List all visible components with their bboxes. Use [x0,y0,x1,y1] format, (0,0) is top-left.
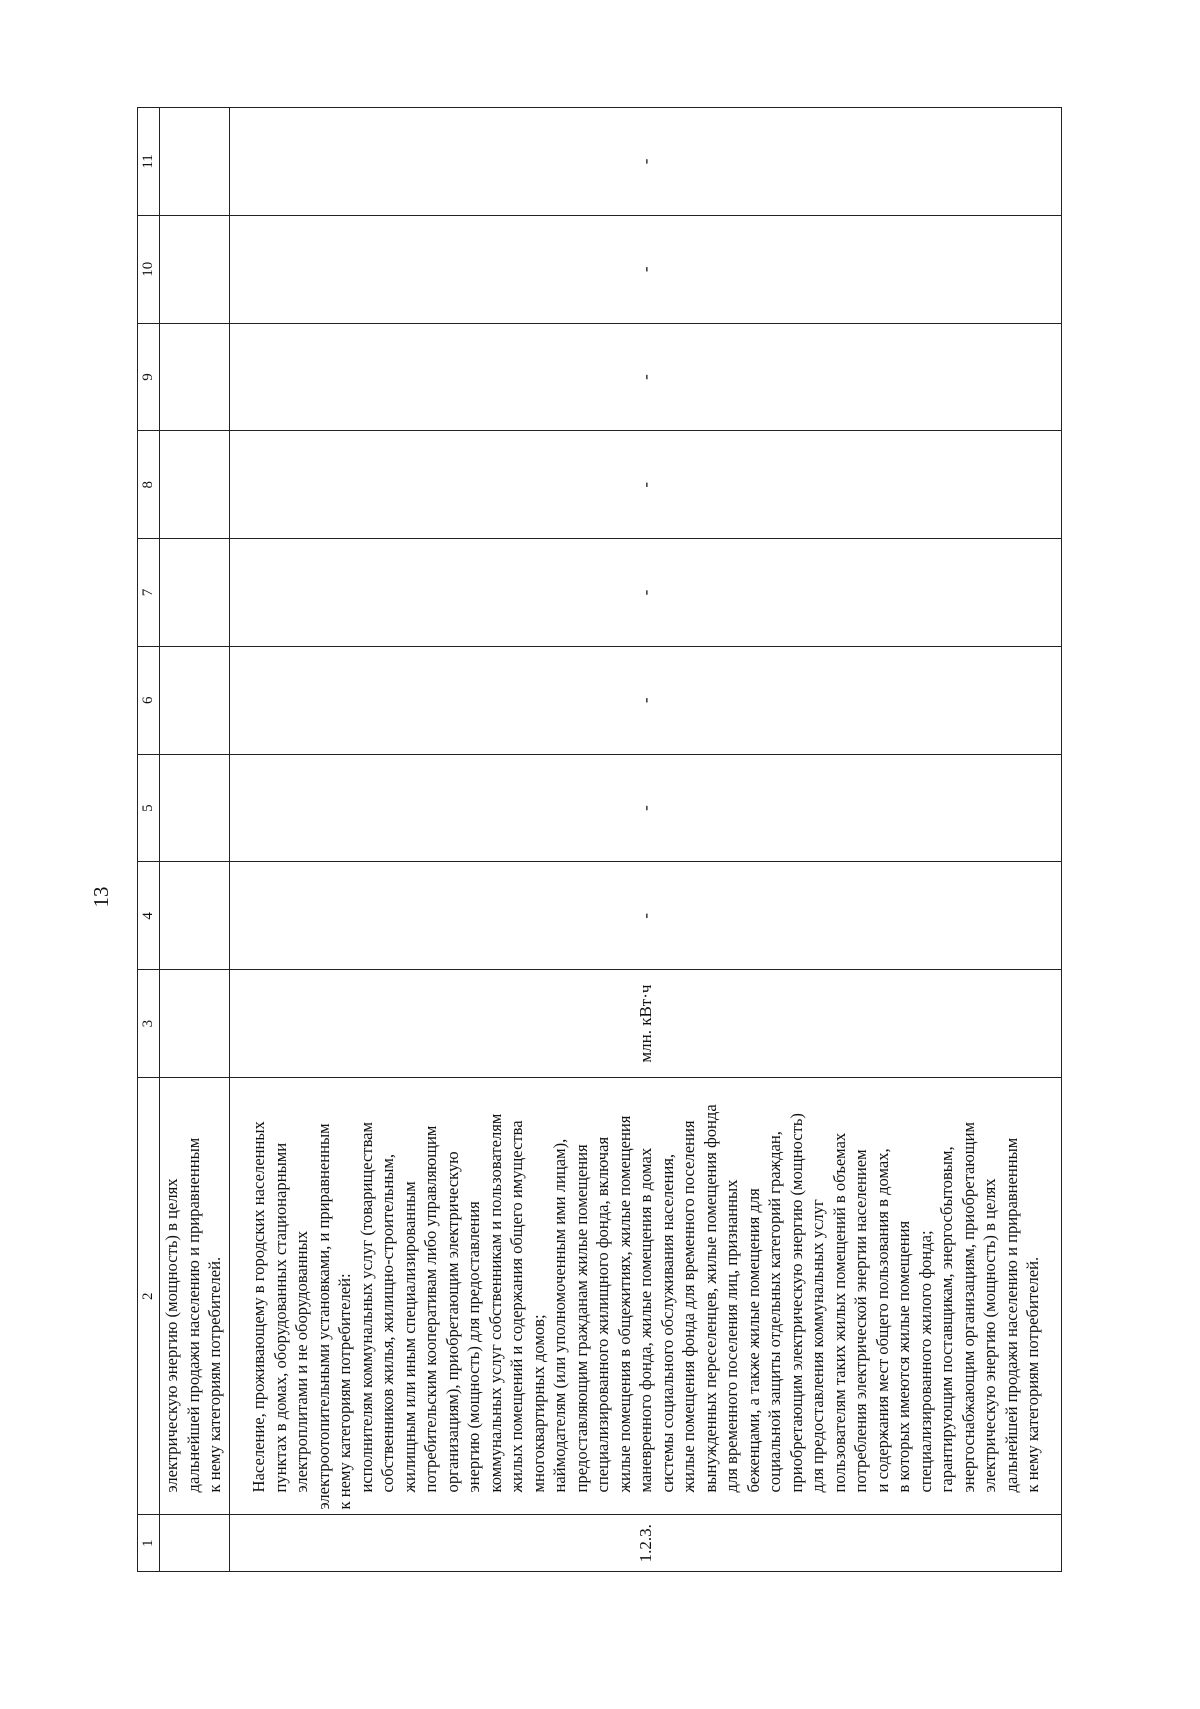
col-header-4: 4 [138,862,160,970]
col-header-3: 3 [138,970,160,1078]
table-row-continued [160,108,230,1572]
value-col-11: - [230,108,1062,216]
text-line: беженцами, а также жилые помещения для [743,1188,763,1493]
value-col-5: - [230,754,1062,862]
text-line: к нему категориям потребителей: [335,1273,355,1510]
text-line: электроотопительными установками, и приравненным [313,1123,333,1510]
text-line: социальной защиты отдельных категорий граждан, [765,1131,785,1493]
data-table [137,107,1062,1572]
text-line: электрическую энергию (мощность) в целях [980,1178,1000,1493]
text-line: жилые помещения фонда для временного поселения [679,1120,699,1493]
text-line: в которых имеются жилые помещения [894,1220,914,1493]
text-line: многоквартирных домов; [528,1314,548,1493]
text-line: специализированного жилого фонда; [915,1230,935,1493]
text-line: пунктах в домах, оборудованных стационарными [270,1142,290,1493]
rotated-table-container [137,107,1062,1572]
value-col-7: - [230,539,1062,647]
cell-empty [160,431,230,539]
text-line: для предоставления коммунальных услуг [808,1199,828,1493]
text-line: потребления электрической энергии населением [851,1149,871,1493]
text-line: организациям), приобретающим электрическую [442,1151,462,1493]
text-line: жилых помещений и содержания общего имущества [507,1120,527,1493]
text-line: электрическую энергию (мощность) в целях [162,1178,181,1493]
value-col-8: - [230,431,1062,539]
cell-empty [160,1515,230,1572]
text-line: и содержания мест общего пользования в домах, [872,1148,892,1493]
text-line: электроплитами и не оборудованных [292,1230,312,1493]
text-line: к нему категориям потребителей. [205,1256,224,1493]
text-line: к нему категориям потребителей. [1023,1256,1043,1493]
text-line: системы социального обслуживания населения, [657,1153,677,1493]
text-line: коммунальных услуг собственникам и пользователям [485,1113,505,1493]
value-col-4: - [230,862,1062,970]
col-header-7: 7 [138,539,160,647]
col-header-5: 5 [138,754,160,862]
text-line: собственников жилья, жилищно-строительным, [378,1153,398,1493]
text-line: наймодателям (или уполномоченным ими лицам), [550,1138,570,1493]
col-header-2: 2 [138,1077,160,1514]
text-line: предоставляющим гражданам жилые помещения [571,1144,591,1493]
text-line: энергоснабжающим организациям, приобретающим [958,1122,978,1493]
text-line: пользователям таких жилых помещений в объемах [829,1132,849,1493]
continued-description [160,1077,230,1514]
cell-empty [160,108,230,216]
text-line: дальнейшей продажи населению и приравненным [183,1137,203,1493]
col-header-11: 11 [138,108,160,216]
text-line: Население, проживающему в городских населенных [249,1121,269,1493]
cell-empty [160,970,230,1078]
col-header-8: 8 [138,431,160,539]
text-line: маневренного фонда, жилые помещения в домах [636,1147,656,1493]
text-line: специализированного жилищного фонда, включая [593,1136,613,1493]
row-number: 1.2.3. [230,1515,1062,1572]
text-line: дальнейшей продажи населению и приравненным [1001,1137,1021,1493]
unit-cell: млн. кВт·ч [230,970,1062,1078]
text-line: вынужденных переселенцев, жилые помещения фонда [700,1104,720,1493]
cell-empty [160,323,230,431]
text-line: энергию (мощность) для предоставления [464,1201,484,1493]
col-header-1: 1 [138,1515,160,1572]
text-line: потребительским кооперативам либо управляющим [421,1125,441,1493]
value-col-6: - [230,646,1062,754]
page-number: 13 [88,886,113,908]
cell-empty [160,754,230,862]
value-col-10: - [230,215,1062,323]
column-number-row [138,108,160,1572]
text-line: для временного поселения лиц, признанных [722,1179,742,1493]
text-line: приобретающим электрическую энергию (мощность) [786,1113,806,1493]
col-header-10: 10 [138,215,160,323]
cell-empty [160,646,230,754]
row-description [230,1077,1062,1514]
text-line: жилые помещения в общежитиях, жилые помещения [614,1115,634,1493]
value-col-9: - [230,323,1062,431]
text-line: гарантирующим поставщикам, энергосбытовым, [937,1146,957,1493]
col-header-9: 9 [138,323,160,431]
cell-empty [160,862,230,970]
cell-empty [160,539,230,647]
table-row-1-2-3 [230,108,1062,1572]
text-line: жилищным или иным специализированным [399,1181,419,1493]
col-header-6: 6 [138,646,160,754]
text-line: исполнителям коммунальных услуг (товариществам [356,1121,376,1493]
cell-empty [160,215,230,323]
